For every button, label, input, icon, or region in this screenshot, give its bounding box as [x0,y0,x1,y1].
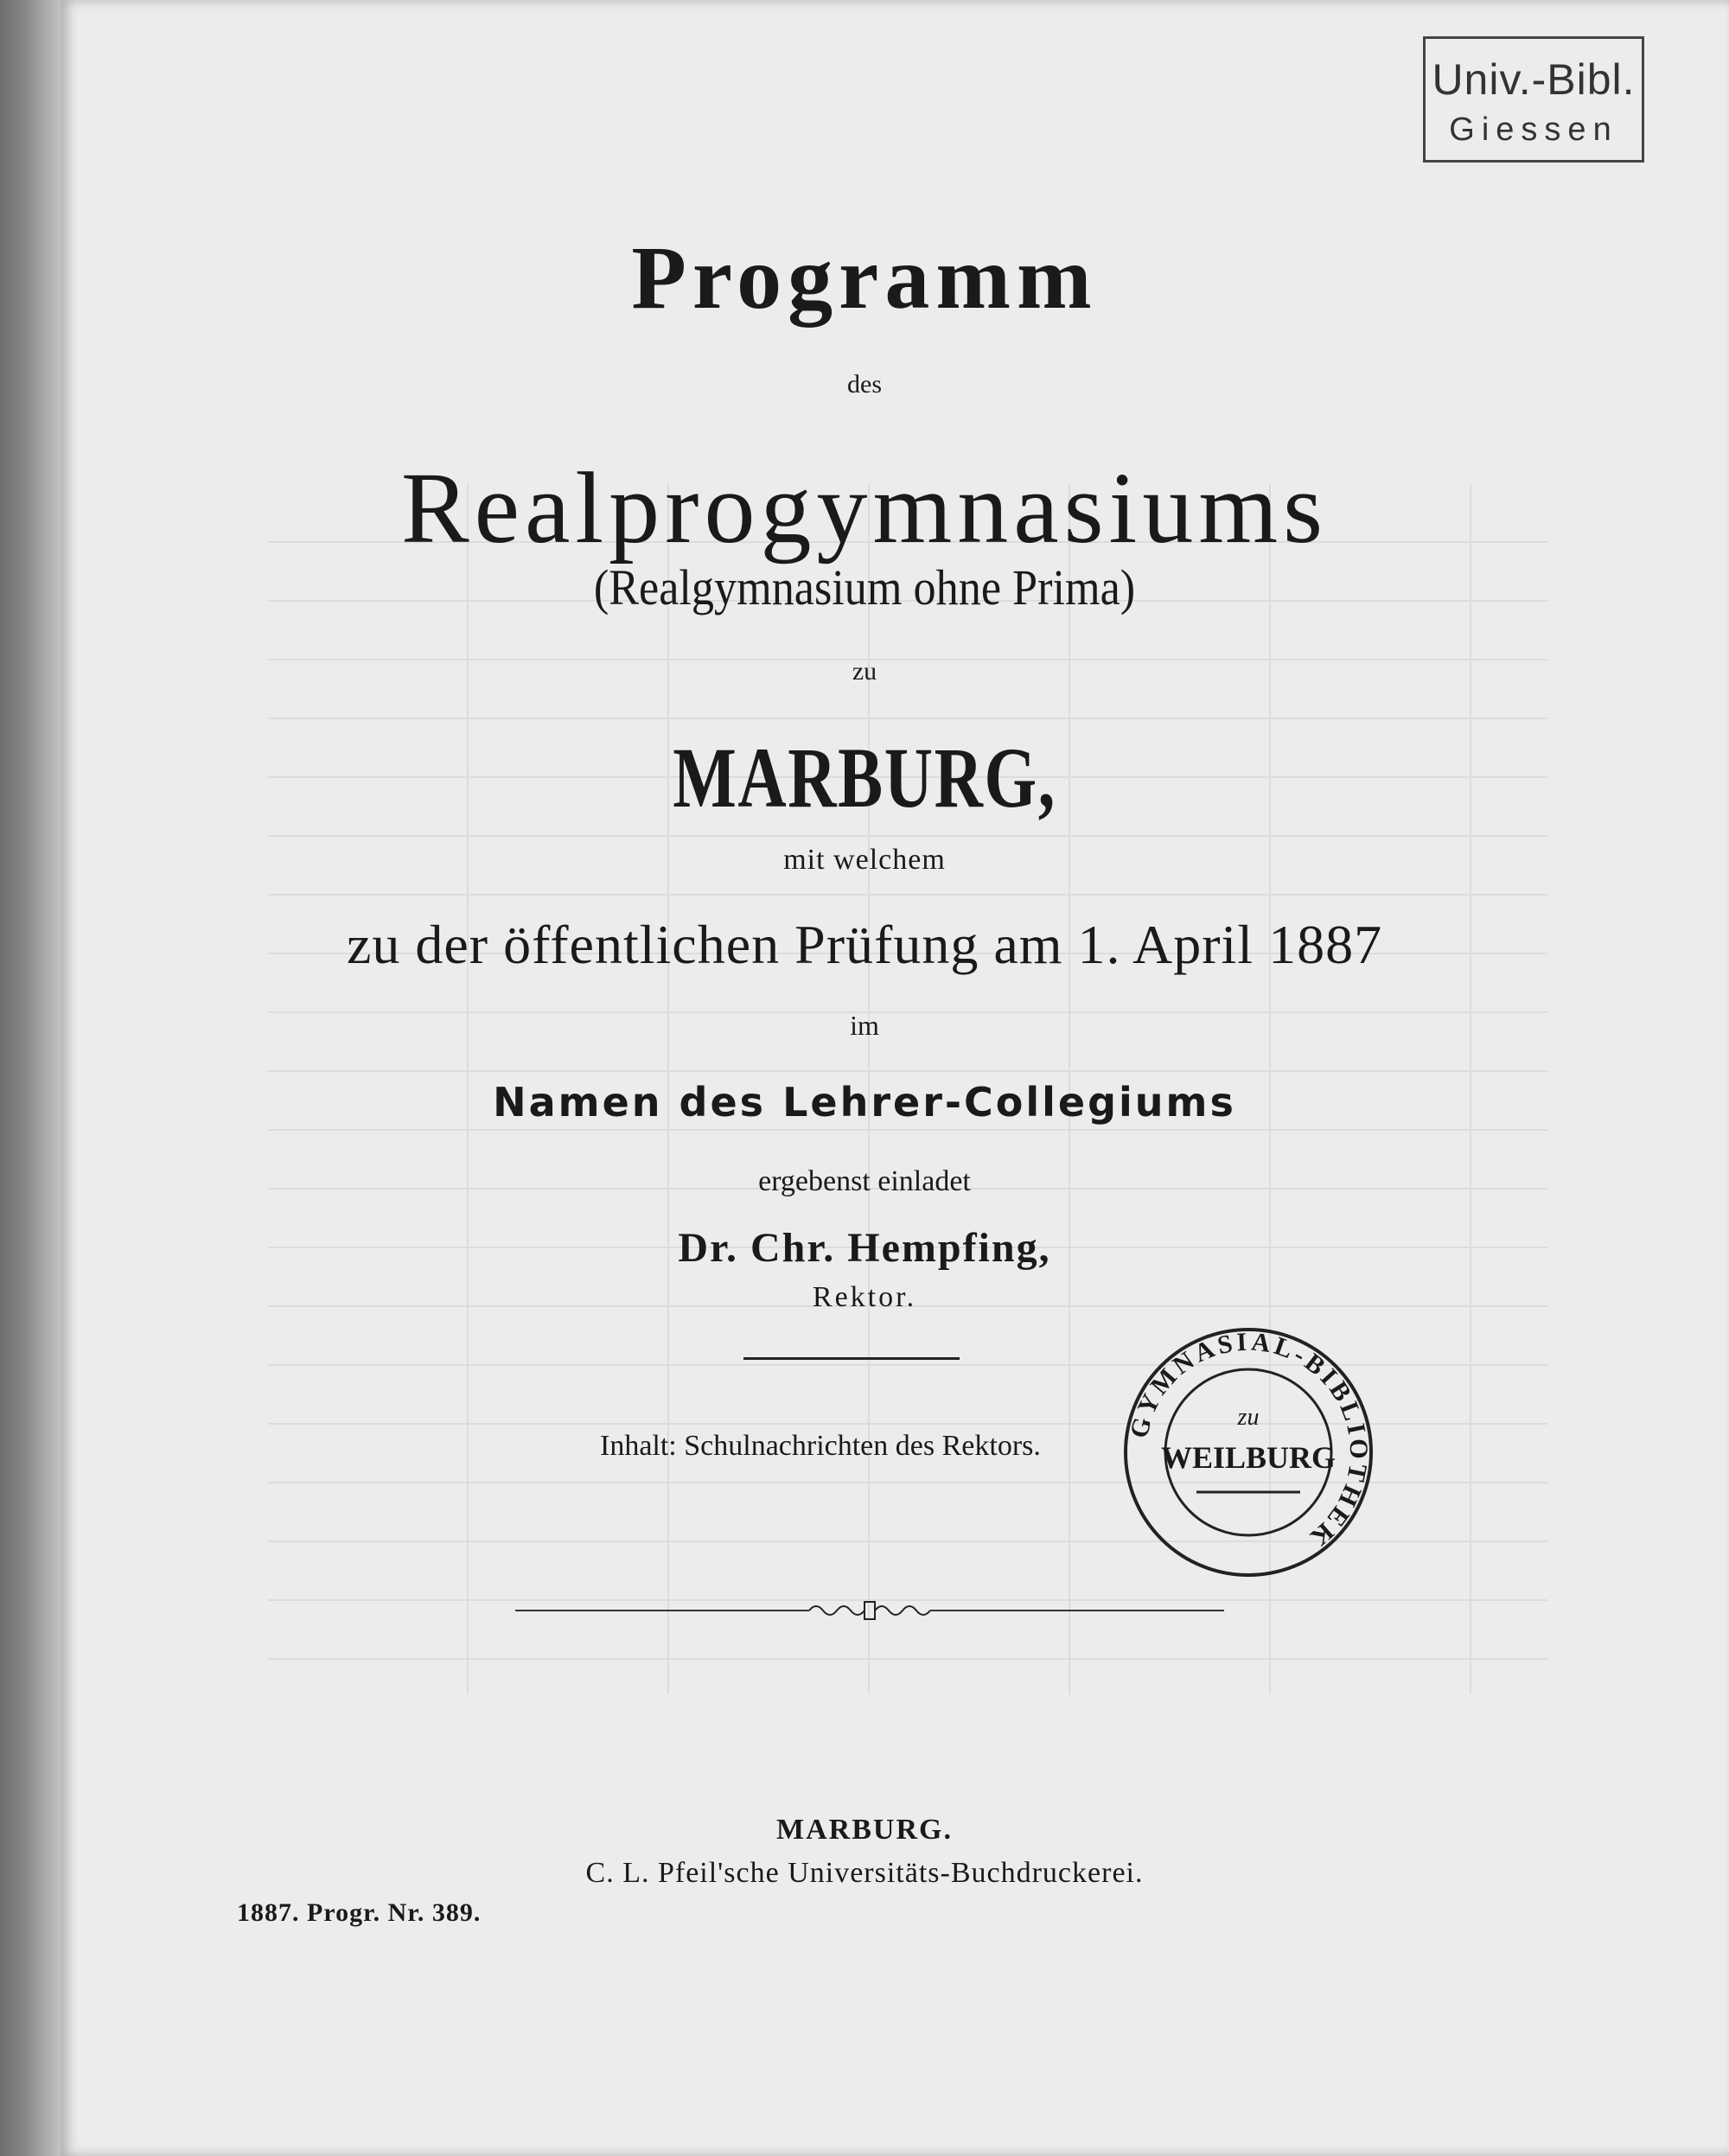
printer-name: C. L. Pfeil'sche Universitäts-Buchdruckerei. [585,1857,1144,1889]
library-stamp-line1: Univ.-Bibl. [1432,55,1636,104]
ornament-rule [515,1598,1224,1623]
program-number: 1887. Progr. Nr. 389. [237,1898,482,1927]
seal-ring-path: GYMNASIAL-BIBLIOTHEK [1124,1327,1374,1554]
library-stamp [1423,36,1644,163]
gymnasial-library-seal [1119,1323,1378,1582]
library-stamp-line2: Giessen [1449,112,1618,148]
author-title: Rektor. [812,1281,917,1313]
city-name: MARBURG, [673,730,1056,826]
author-name: Dr. Chr. Hempfing, [678,1225,1051,1271]
college-line: Namen des Lehrer-Collegiums [493,1079,1236,1126]
exam-line: zu der öffentlichen Prüfung am 1. April 1887 [346,914,1383,975]
zu-text: zu [852,657,877,686]
mit-welchem-text: mit welchem [783,844,946,876]
school-name: Realprogymnasiums [400,451,1329,565]
seal-center-main: WEILBURG [1160,1440,1337,1475]
im-text: im [850,1010,879,1041]
ornament-scroll-right [875,1606,930,1615]
contents-line: Inhalt: Schulnachrichten des Rektors. [600,1430,1041,1462]
print-place: MARBURG. [776,1814,953,1846]
school-subtitle: (Realgymnasium ohne Prima) [593,559,1136,616]
divider-rule [743,1357,960,1360]
des-text: des [847,370,882,399]
ornament-center-block [864,1602,875,1619]
page-title: Programm [631,228,1098,328]
seal-center-top: zu [1237,1404,1260,1431]
invites-text: ergebenst einladet [758,1165,971,1197]
ornament-scroll-left [809,1606,864,1615]
